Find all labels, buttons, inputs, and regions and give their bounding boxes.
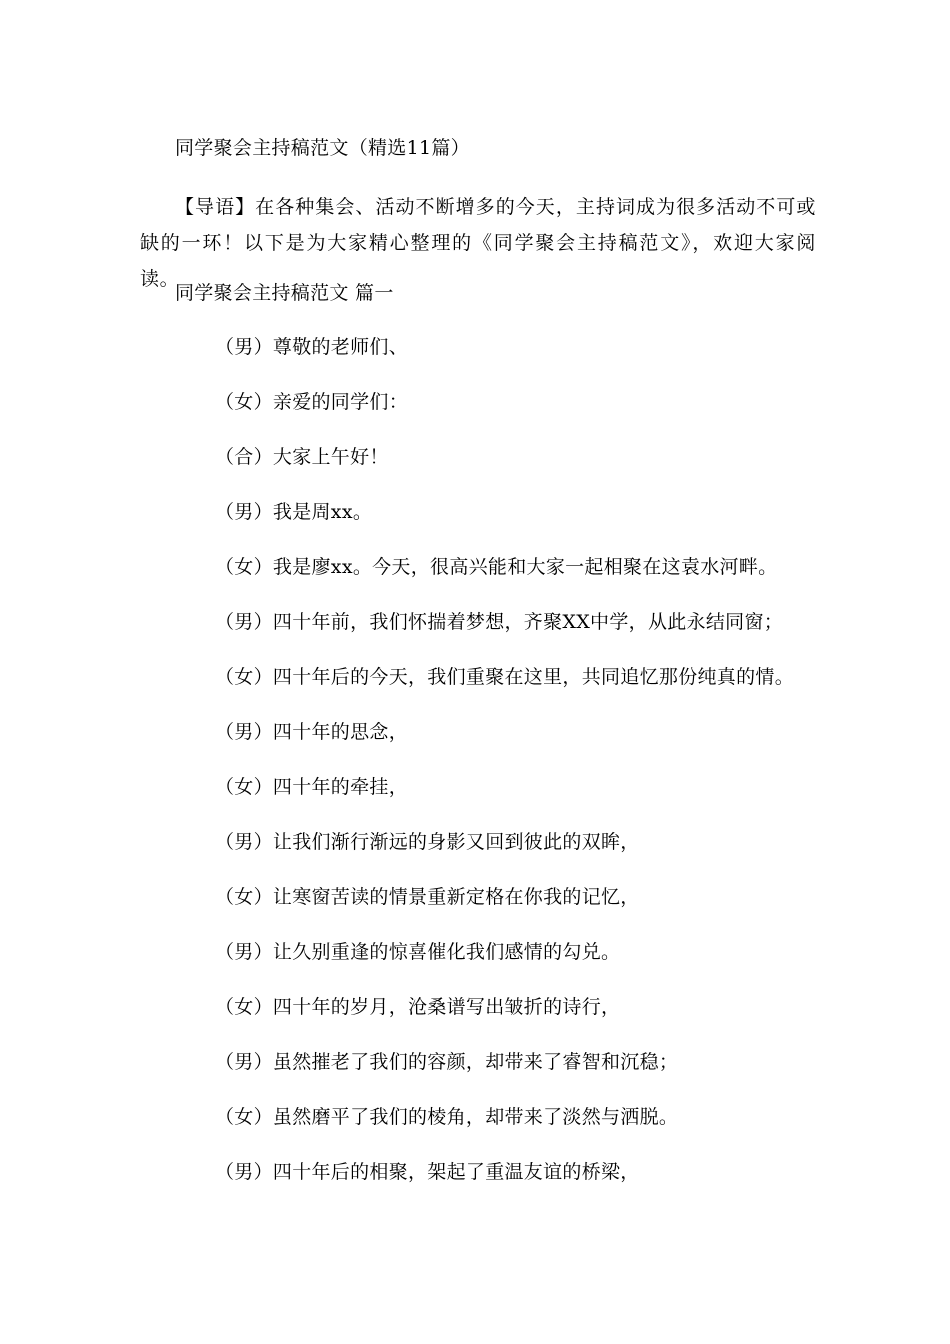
dialogue-line: （女）让寒窗苦读的情景重新定格在你我的记忆，	[215, 886, 640, 908]
document-title: 同学聚会主持稿范文（精选11篇）	[175, 137, 470, 159]
dialogue-line: （合）大家上午好！	[215, 446, 389, 468]
dialogue-line: （男）让久别重逢的惊喜催化我们感情的勾兑。	[215, 941, 621, 963]
dialogue-line: （女）亲爱的同学们：	[215, 391, 409, 413]
dialogue-line: （男）尊敬的老师们、	[215, 336, 409, 358]
dialogue-line: （女）我是廖xx。今天，很高兴能和大家一起相聚在这袁水河畔。	[215, 556, 778, 578]
dialogue-line: （男）四十年的思念，	[215, 721, 409, 743]
section-heading: 同学聚会主持稿范文 篇一	[175, 282, 394, 304]
dialogue-line: （女）四十年的岁月，沧桑谱写出皱折的诗行，	[215, 996, 621, 1018]
dialogue-line: （男）虽然摧老了我们的容颜，却带来了睿智和沉稳；	[215, 1051, 679, 1073]
dialogue-line: （女）虽然磨平了我们的棱角，却带来了淡然与洒脱。	[215, 1106, 679, 1128]
dialogue-line: （女）四十年后的今天，我们重聚在这里，共同追忆那份纯真的情。	[215, 666, 795, 688]
dialogue-line: （男）我是周xx。	[215, 501, 373, 523]
intro-paragraph: 【导语】在各种集会、活动不断增多的今天，主持词成为很多活动不可或缺的一环！以下是为大家精心整理的《同学聚会主持稿范文》，欢迎大家阅读。	[140, 196, 816, 290]
dialogue-line: （男）让我们渐行渐远的身影又回到彼此的双眸，	[215, 831, 640, 853]
dialogue-line: （女）四十年的牵挂，	[215, 776, 409, 798]
dialogue-line: （男）四十年后的相聚，架起了重温友谊的桥梁，	[215, 1161, 640, 1183]
dialogue-line: （男）四十年前，我们怀揣着梦想，齐聚XX中学，从此永结同窗；	[215, 611, 784, 633]
